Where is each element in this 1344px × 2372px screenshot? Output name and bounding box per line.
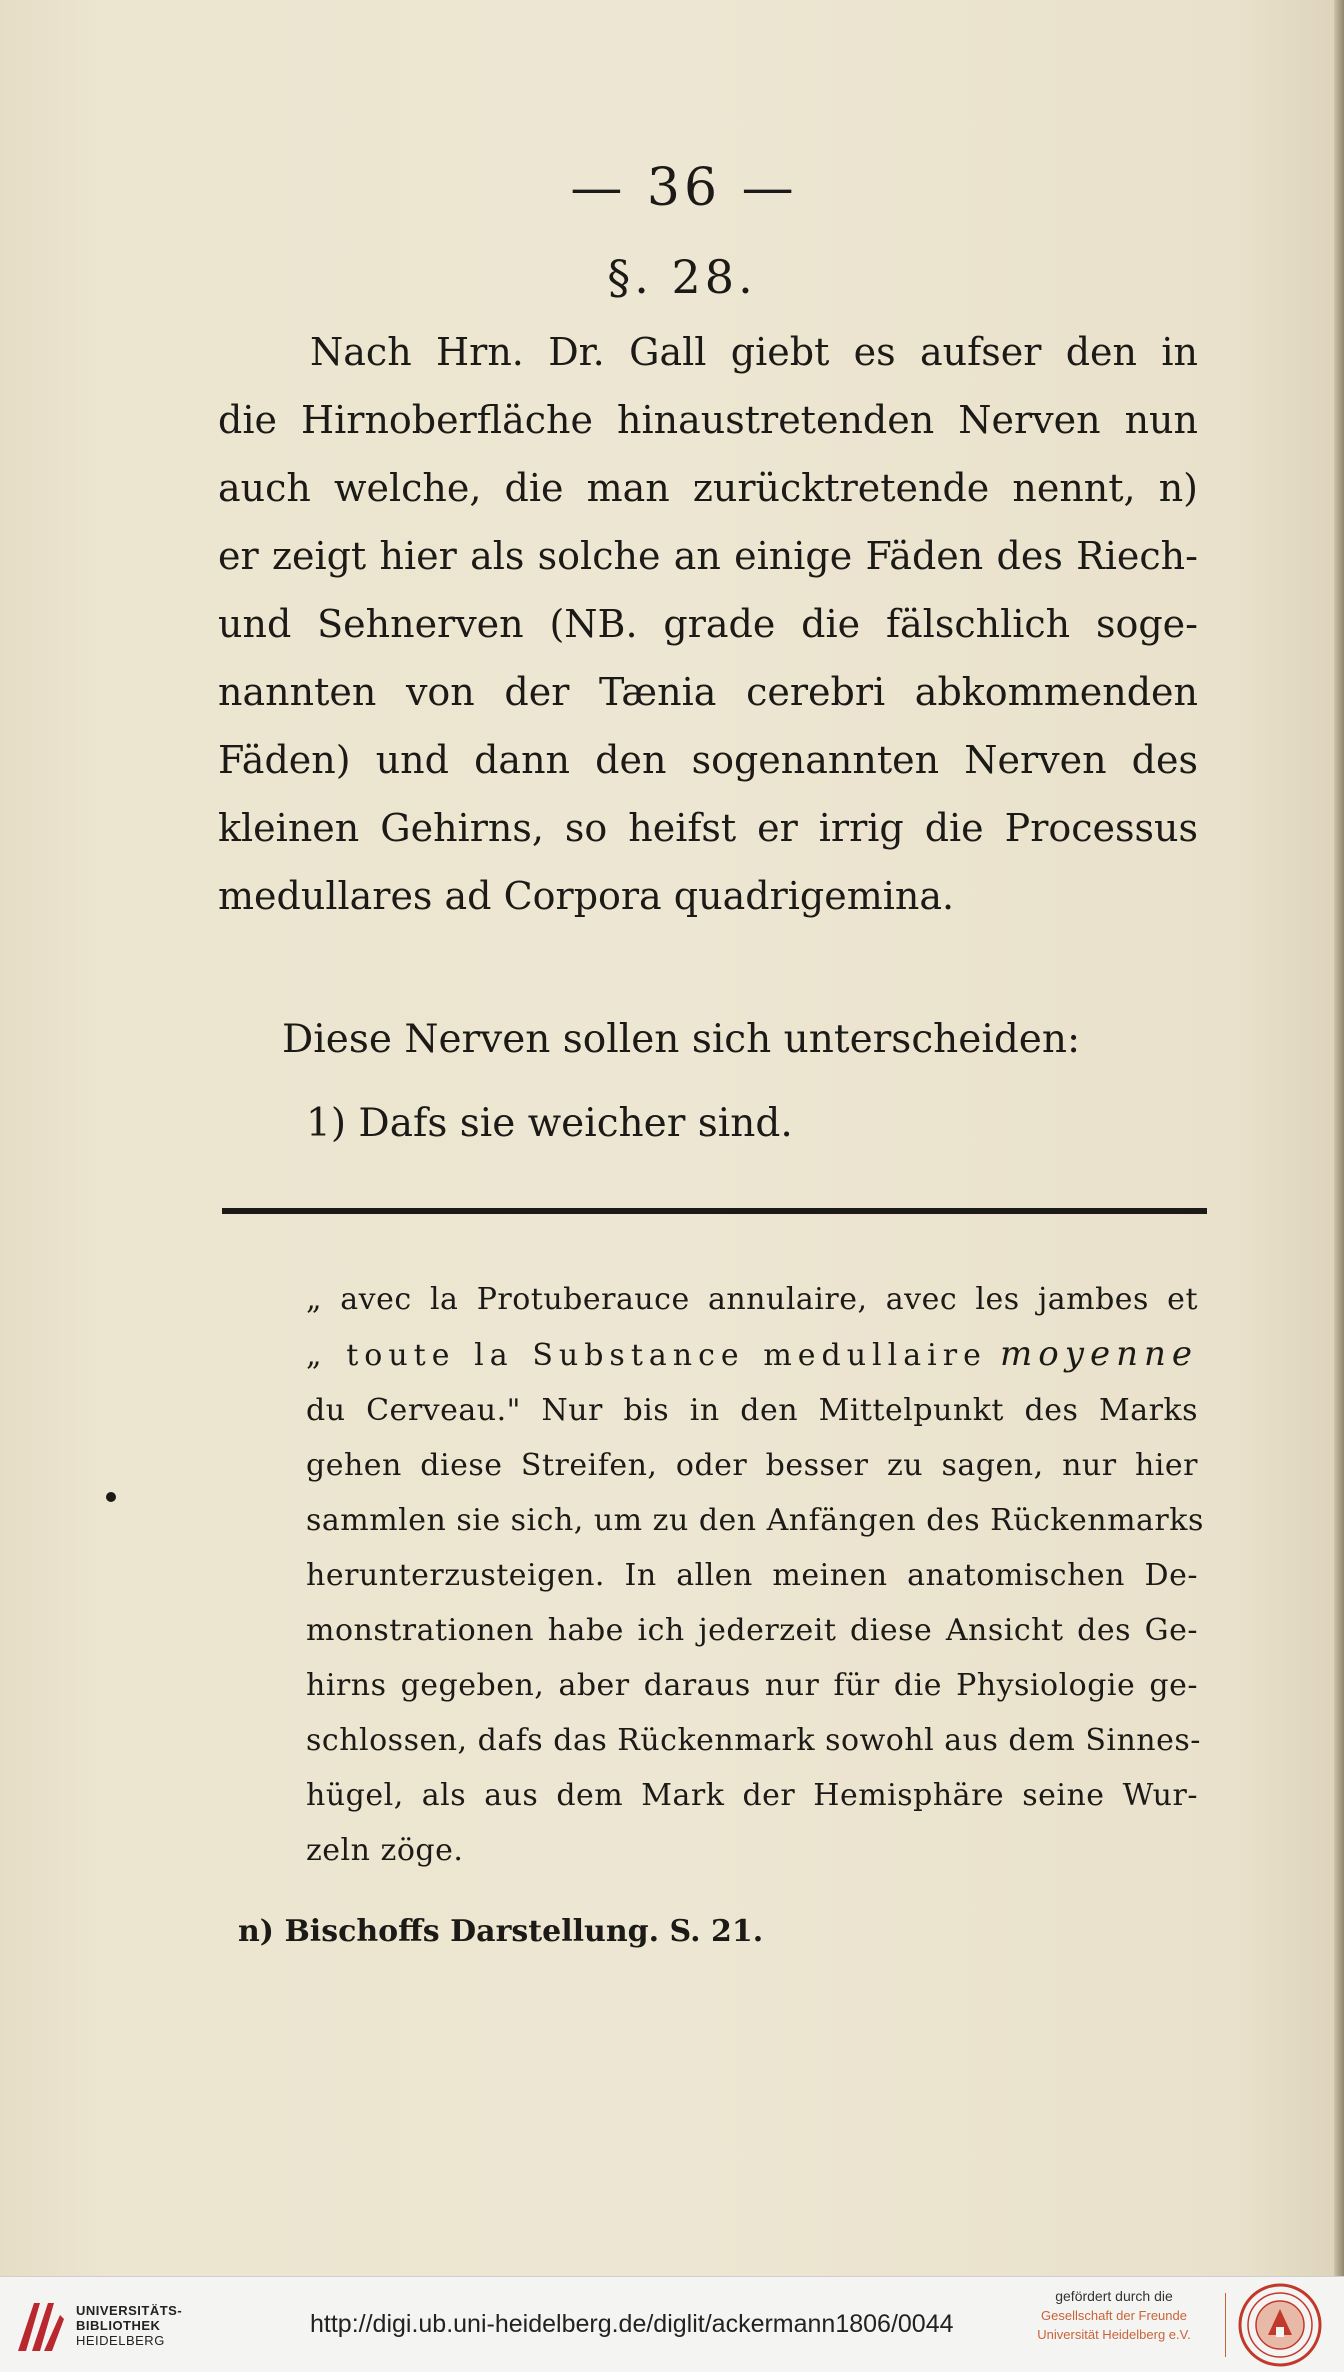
body-line: und Sehnerven (NB. grade die fälschlich soge- bbox=[218, 602, 1198, 646]
body-line: nannten von der Tænia cerebri abkommenden bbox=[218, 670, 1198, 714]
note-line: du Cerveau." Nur bis in den Mittelpunkt des Marks bbox=[306, 1393, 1198, 1428]
page-edge bbox=[1334, 0, 1344, 2276]
note-line: schlossen, dafs das Rückenmark sowohl aus dem Sinnes- bbox=[306, 1723, 1201, 1758]
library-name[interactable] bbox=[76, 2303, 182, 2348]
viewer-footer bbox=[0, 2276, 1344, 2372]
note-line: zeln zöge. bbox=[306, 1833, 464, 1868]
footnote-rule bbox=[222, 1208, 1207, 1214]
main-paragraph bbox=[218, 318, 1198, 930]
body-line: Fäden) und dann den sogenannten Nerven des bbox=[218, 738, 1198, 782]
body-line: medullares ad Corpora quadrigemina. bbox=[218, 874, 955, 918]
library-name-line: HEIDELBERG bbox=[76, 2333, 165, 2348]
footer-divider bbox=[1225, 2293, 1226, 2357]
note-line bbox=[306, 1327, 1198, 1383]
note-line: hirns gegeben, aber daraus nur für die Physiologie ge- bbox=[306, 1668, 1198, 1703]
body-line: die Hirnoberfläche hinaustretenden Nerven nun bbox=[218, 398, 1198, 442]
second-paragraph bbox=[282, 998, 1080, 1166]
sponsor-block[interactable] bbox=[1014, 2287, 1214, 2344]
library-name-line: UNIVERSITÄTS- bbox=[76, 2303, 183, 2318]
sponsor-name: Gesellschaft der Freunde bbox=[1041, 2308, 1187, 2323]
note-line: sammlen sie sich, um zu den Anfängen des Rückenmarks bbox=[306, 1503, 1204, 1538]
body-line: Nach Hrn. Dr. Gall giebt es aufser den in bbox=[310, 330, 1198, 374]
note-line: herunterzusteigen. In allen meinen anatomischen De- bbox=[306, 1558, 1198, 1593]
body-line: auch welche, die man zurücktretende nennt, n) bbox=[218, 466, 1198, 510]
note-line: hügel, als aus dem Mark der Hemisphäre seine Wur- bbox=[306, 1778, 1198, 1813]
library-name-line: BIBLIOTHEK bbox=[76, 2318, 161, 2333]
footnote-reference: n) Bischoffs Darstellung. S. 21. bbox=[238, 1914, 764, 1949]
note-line: „ avec la Protuberauce annulaire, avec les jambes et bbox=[306, 1282, 1198, 1317]
margin-mark bbox=[106, 1492, 116, 1502]
university-seal-icon[interactable] bbox=[1238, 2283, 1322, 2367]
paragraph-line: Diese Nerven sollen sich unterscheiden: bbox=[282, 1017, 1081, 1062]
list-item: 1) Dafs sie weicher sind. bbox=[306, 1101, 793, 1146]
note-text: „ toute la Substance medullaire bbox=[306, 1338, 987, 1373]
section-heading: §. 28. bbox=[607, 250, 757, 304]
note-line: monstrationen habe ich jederzeit diese Ansicht des Ge- bbox=[306, 1613, 1198, 1648]
permalink-url[interactable]: http://digi.ub.uni-heidelberg.de/diglit/ackermann1806/0044 bbox=[310, 2310, 954, 2338]
body-line: kleinen Gehirns, so heifst er irrig die Processus bbox=[218, 806, 1198, 850]
page-number: — 36 — bbox=[570, 158, 798, 218]
sponsor-lead: gefördert durch die bbox=[1055, 2288, 1173, 2304]
footnote-block bbox=[306, 1272, 1204, 1878]
note-emphasis: moyenne bbox=[1000, 1334, 1198, 1374]
sponsor-name: Universität Heidelberg e.V. bbox=[1037, 2327, 1191, 2342]
library-logo-icon[interactable] bbox=[14, 2297, 66, 2355]
note-line: gehen diese Streifen, oder besser zu sagen, nur hier bbox=[306, 1448, 1198, 1483]
body-line: er zeigt hier als solche an einige Fäden des Riech- bbox=[218, 534, 1198, 578]
